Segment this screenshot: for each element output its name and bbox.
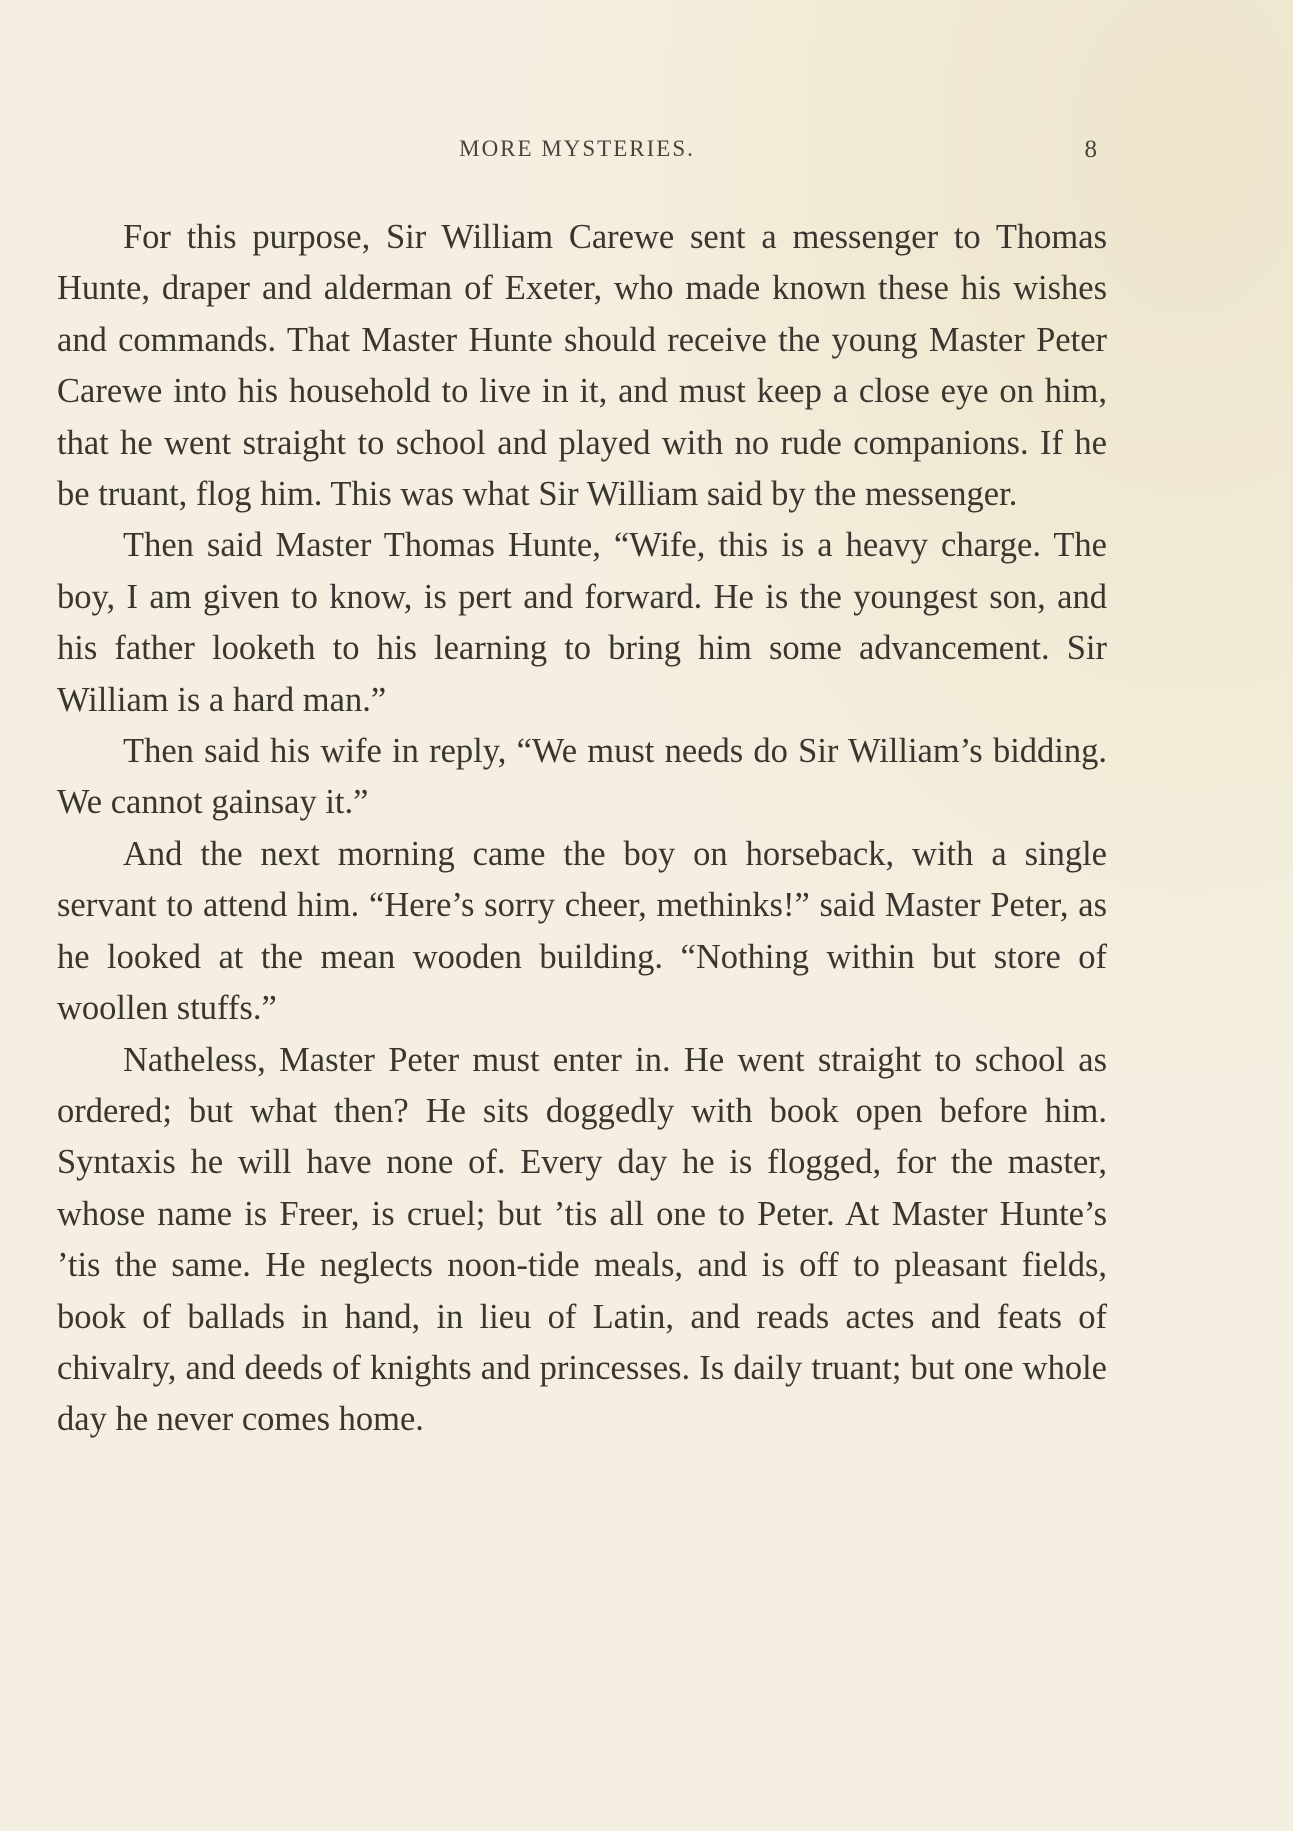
running-title: MORE MYSTERIES. bbox=[459, 136, 695, 161]
paragraph: Natheless, Master Peter must enter in. He went straight to school as ordered; but what then? He sits doggedly with book open before him. Syntaxis he will have none of. Every day he is flogged, for the master, whose name is Freer, is cruel; but ’tis all one to Peter. At Master Hunte’s ’tis the same. He neglects noon-tide meals, and is off to pleasant fields, book of ballads in hand, in lieu of Latin, and reads actes and feats of chivalry, and deeds of knights and princesses. Is daily truant; but one whole day he never comes home. bbox=[57, 1040, 1107, 1439]
paragraph: And the next morning came the boy on horseback, with a single servant to attend him. “Here’s sorry cheer, methinks!” said Master Peter, as he looked at the mean wooden building. “Nothing within but store of woollen stuffs.” bbox=[57, 834, 1107, 1028]
paragraph: Then said his wife in reply, “We must needs do Sir William’s bidding. We cannot gainsay it.” bbox=[57, 732, 1107, 822]
paragraph: For this purpose, Sir William Carewe sent a messenger to Thomas Hunte, draper and alderman of Exeter, who made known these his wishes and commands. That Master Hunte should receive the young Master Peter Carewe into his household to live in it, and must keep a close eye on him, that he went straight to school and played with no rude companions. If he be truant, flog him. This was what Sir William said by the messenger. bbox=[57, 218, 1107, 514]
paragraph: Then said Master Thomas Hunte, “Wife, this is a heavy charge. The boy, I am given to know, is pert and forward. He is the youngest son, and his father looketh to his learning to bring him some advancement. Sir William is a hard man.” bbox=[57, 526, 1107, 719]
running-head bbox=[57, 136, 1097, 166]
page-number: 8 bbox=[1084, 136, 1097, 163]
body-text bbox=[57, 212, 1107, 1446]
